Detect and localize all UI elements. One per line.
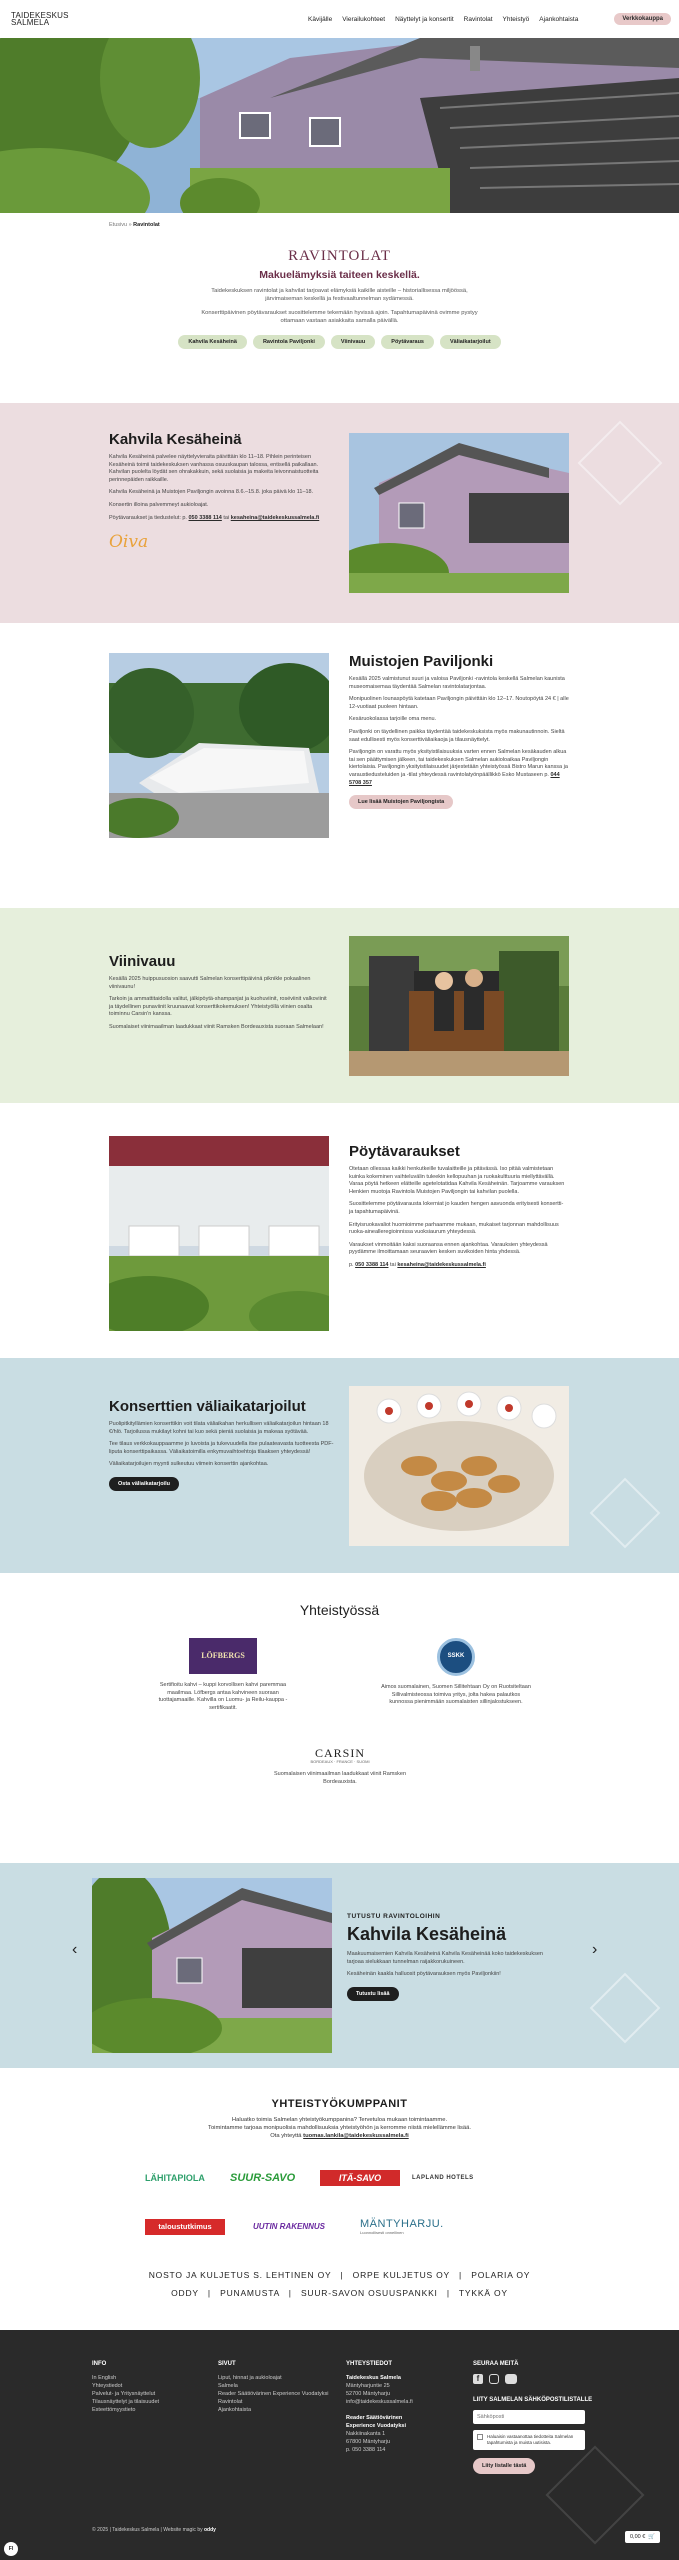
itasavo-logo[interactable]: ITÄ-SAVO	[320, 2170, 400, 2186]
shop-button[interactable]: Verkkokauppa	[614, 13, 671, 25]
partner-name[interactable]: ODDY	[171, 2288, 199, 2298]
partner-name[interactable]: TYKKÄ OY	[458, 2288, 508, 2298]
carousel-prev-button[interactable]: ‹	[72, 1941, 78, 1958]
hero-image	[0, 38, 679, 213]
phone-link[interactable]: 050 3388 114	[355, 1261, 389, 1268]
footer-link[interactable]: Esteettömyystieto	[92, 2407, 136, 2413]
partners-section	[0, 2098, 679, 2140]
footer-heading: SIVUT	[218, 2361, 236, 2367]
cart-icon: 🛒	[648, 2534, 656, 2540]
partner-name[interactable]: POLARIA OY	[471, 2270, 531, 2280]
mantyharju-logo-text: MÄNTYHARJU.	[360, 2218, 444, 2230]
carsin-logo-sub: BORDEAUX · FRANCE · SUOMI	[310, 1758, 370, 1764]
footer-text: Nakkiinakanta 1	[346, 2431, 386, 2437]
partner-name[interactable]: PUNAMUSTA	[220, 2288, 280, 2298]
instagram-icon[interactable]	[489, 2374, 499, 2384]
mantyharju-logo[interactable]	[360, 2218, 460, 2235]
carousel-title: Kahvila Kesäheinä	[347, 1924, 507, 1944]
consent-checkbox[interactable]	[477, 2434, 483, 2440]
footer-link[interactable]: Palvelut- ja Yritysnäyttelut	[92, 2391, 156, 2397]
main-nav	[308, 16, 578, 23]
section-viinivauu	[0, 908, 679, 1103]
nav-item-nayttelyt[interactable]: Näyttelyt ja konsertit	[395, 15, 454, 23]
breadcrumb-home[interactable]: Etusivu	[109, 222, 128, 228]
partner-text: Aimos suomalainen, Suomen Sillitehtaan Oy on Ruotsiteltaan Sillivalmisteossa toimiva yritys, jolta hakea palautkos kunnossa pienimmään suomalaisten sillinjalostukseen.	[381, 1684, 531, 1705]
valiaika-photo	[349, 1386, 569, 1546]
section-title: Viinivauu	[109, 953, 176, 970]
oiva-logo: Oiva	[109, 532, 149, 553]
partner-sskk	[381, 1638, 531, 1707]
footer-text: Experience Vuodatyksi	[346, 2423, 407, 2429]
text: Tee tilaus verkkokauppaamme jo luvoista ja tukevuudella itse pulaateavasta tuotteesta PDF-liputa konserttipaikassa. Väliaikatoimilla enkymuvaihtoehtoja tilaaksen yhteydessä!	[109, 1441, 334, 1455]
kesaheina-photo	[349, 433, 569, 593]
uutinrakennus-logo[interactable]: UUTIN RAKENNUS	[253, 2222, 325, 2231]
suursavo-logo[interactable]: SUUR-SAVO	[230, 2172, 296, 2184]
text: Erityisruokavaliot huomioimme parhaamme mukaan, mukaiset tarjonnan mahdollisuus ruoka-ainealleregioinnissa vuoksiaurum yhteydessä.	[349, 1221, 559, 1236]
footer-contact	[346, 2360, 456, 2454]
text: p.	[349, 1261, 356, 1268]
intro-section	[0, 248, 679, 349]
email-link[interactable]: kesaheina@taidekeskussalmela.fi	[230, 514, 320, 521]
newsletter-heading: LIITY SALMELAN SÄHKÖPOSTILISTALLE	[473, 2397, 593, 2403]
cooperation-title: Yhteistyössä	[299, 1602, 380, 1618]
email-link[interactable]: kesaheina@taidekeskussalmela.fi	[397, 1261, 486, 1268]
text: Toimintamme tarjoaa monipuolisia mahdollisuuksia yhteistyöhön ja kerromme niistä mielellämme lisää.	[208, 2125, 471, 2131]
text: Väliaikatarjoilujen myynti sulkeutuu viimein konserttin ajankohtaa.	[109, 1461, 269, 1468]
breadcrumb-current: Ravintolat	[133, 222, 160, 228]
site-header	[0, 0, 679, 38]
text: tai	[388, 1261, 398, 1268]
join-newsletter-button[interactable]: Liity listalle tästä	[473, 2458, 535, 2474]
page-title: RAVINTOLAT	[288, 248, 391, 264]
section-title: Kahvila Kesäheinä	[109, 431, 242, 448]
partner-text: Suomalaisen viinimaailman laadukkaat viinit Ramsken Bordeauxista.	[273, 1771, 407, 1785]
phone-link[interactable]: 050 3388 114	[188, 514, 222, 521]
section-title: Pöytävaraukset	[349, 1143, 460, 1160]
partner-name[interactable]: NOSTO JA KULJETUS S. LEHTINEN OY	[148, 2270, 332, 2280]
chip-kesaheina[interactable]: Kahvila Kesäheinä	[178, 335, 247, 349]
partners-title: YHTEISTYÖKUMPPANIT	[271, 2098, 408, 2110]
footer-info	[92, 2360, 202, 2414]
text: Kesäruokolassa tarjoille oma menu.	[349, 716, 437, 723]
text: Konsertin illoina palvemmeyt aukioloajat.	[109, 501, 209, 508]
text: Puolipitkityllämien konserttikin voit tilata väliaikahan herkullisen väliaikatarjoilun hintaan 18 €/hlö. Tarjoilussa mukilayt kohni tai kuo sekä pieniä suolaisia ja makeaa syötävää.	[109, 1421, 329, 1435]
footer-link[interactable]: Ajankohtaista	[218, 2407, 252, 2413]
carousel-photo	[92, 1878, 332, 2053]
text: Monipuolinen lounaspöytä katetaan Paviljongin päivittäin klo 12–17. Noutopöytä 24 € | alle 12-vuotiaat puoleen hintaan.	[349, 696, 569, 710]
mantyharju-logo-sub: Luonnollisesti onnellinen	[360, 2230, 404, 2235]
decor-pattern	[590, 1973, 661, 2044]
footer-copyright	[92, 2526, 216, 2534]
section-poytavaraukset	[0, 1103, 679, 1358]
chip-poytavaraus[interactable]: Pöytävaraus	[381, 335, 434, 349]
text: Paviljongin on varattu myös yksityistilaisuuksia varten ennen Salmelan kesäkauden alkua tai sen päättymisen jälkeen, tai taidekeskuksen Salmelan aukioloaikaa Paviljongin kiertolaisia. Paviljongin yksityistilaisuudet järjestetään yhteistyössä Bistro Marun kanssa ja varaustiedusteluiden ja -tilat yhteydessä ravintolatyönpäällikkö Esko Mustaseen p.	[349, 749, 568, 778]
chip-valiaikatarjoilut[interactable]: Väliaikatarjoilut	[440, 335, 501, 349]
restaurant-carousel	[0, 1863, 679, 2068]
partner-name[interactable]: SUUR-SAVON OSUUSPANKKI	[300, 2288, 438, 2298]
footer-text: Taidekeskus Salmela	[346, 2375, 401, 2381]
footer-phone-link[interactable]: p. 050 3388 114	[346, 2447, 386, 2453]
anchor-chips	[0, 335, 679, 349]
footer-heading: INFO	[92, 2361, 107, 2367]
text: Kahvila Kesäheinä palvelee näyttelyvieraita päivittäin klo 11–18. Pihlein perinteisen Kesäheinä toimii taidekeskuksen vanhassa osuuskaupan talossa, entisellä paikallaan. Kahvilan puolelta löydät sen ohrakakkuin, sekä suolaisia ja makeita leivonnaistuotteita perinnepäiden raikkaille.	[109, 454, 319, 483]
text: Kesäheinän kaakla halluosit pöytävarauksen myös Paviljonkiin!	[347, 1971, 501, 1978]
footer-link[interactable]: In English	[92, 2375, 117, 2381]
poytavaraus-photo	[109, 1136, 329, 1331]
breadcrumb	[109, 222, 160, 228]
footer-text: Reader Säätiövärinen	[346, 2415, 403, 2421]
section-title: Muistojen Paviljonki	[349, 653, 494, 670]
decor-pattern	[590, 1478, 661, 1549]
nav-item-ajankohtaista[interactable]: Ajankohtaista	[539, 15, 579, 23]
text: Pöytävaraukset ja tiedustelut: p.	[109, 514, 189, 521]
carsin-logo: CARSIN	[314, 1746, 365, 1760]
phone-link[interactable]: 044 5708 357	[349, 771, 560, 786]
page-subtitle: Makuelämyksiä taiteen keskellä.	[259, 269, 420, 281]
footer-text: 67800 Mäntyharju	[346, 2439, 391, 2445]
section-title: Konserttien väliaikatarjoilut	[109, 1398, 306, 1415]
partner-lofbergs	[148, 1638, 298, 1712]
partner-carsin	[265, 1746, 415, 1786]
section-kesaheina	[0, 403, 679, 623]
buy-intermission-button[interactable]: Osta väliaikatarjoilu	[109, 1477, 179, 1491]
facebook-icon[interactable]: f	[473, 2374, 483, 2384]
language-switcher[interactable]: FI	[4, 2542, 18, 2556]
text: Ota yhteyttä	[270, 2133, 304, 2139]
nav-item-ravintolat[interactable]: Ravintolat	[463, 15, 493, 23]
chip-paviljonki[interactable]: Ravintola Paviljonki	[253, 335, 325, 349]
carousel-kicker: TUTUSTU RAVINTOLOIHIN	[347, 1913, 441, 1920]
footer-pages	[218, 2360, 333, 2414]
newsletter-email-input[interactable]	[473, 2410, 585, 2424]
text: Tarkoin ja ammattitaidolla valitut, jälkipöytä-shampanjat ja kuohuviinit, roséviinit valkoviinit ja täydellinen punaviinit kruunaavat konserttikokemuksen! Yhteistyöllä viinien osalta toiminnu Carsin'n kanssa.	[109, 996, 327, 1018]
footer-link[interactable]: Ravintolat	[218, 2399, 243, 2405]
carousel-read-more-button[interactable]: Tutustu lisää	[347, 1987, 399, 2001]
carousel-next-button[interactable]: ›	[592, 1941, 598, 1958]
paviljonki-photo	[109, 653, 329, 838]
lofbergs-logo: LÖFBERGS	[189, 1638, 257, 1674]
text: Kesällä 2025 valmistunut suuri ja valoisa Paviljonki -ravintola keskellä Salmelan kaunista museomaisemaa täydentää Salmelan ravintolatarjontaa.	[349, 676, 565, 690]
partner-name[interactable]: ORPE KULJETUS OY	[352, 2270, 450, 2280]
text: tai	[221, 514, 231, 521]
partners-email-link[interactable]: tuomas.lankila@taidekeskussalmela.fi	[303, 2133, 409, 2139]
footer-link[interactable]: Tilausnäyttelyt ja tilaisuudet	[92, 2399, 160, 2405]
section-valiaikatarjoilut	[0, 1358, 679, 1573]
footer-text: 52700 Mäntyharju	[346, 2391, 391, 2397]
text: Maakuumaisemien Kahvila Kesäheinä Kahvila Kesäheinää koko taidekeskuksen tarjoaa sielukkaan tunnelman raijakkorukuineen.	[347, 1951, 543, 1965]
nav-item-vierailukohteet[interactable]: Vierailukohteet	[342, 15, 386, 23]
intro-text-2: Konserttipäivinen pöytävaraukset suosittelemme tekemään hyvissä ajoin. Tapahtumapäivinä ovimme pystyy ottamaan vastaan asiakkaita samalla päivällä.	[201, 310, 478, 324]
copyright-text: © 2025 | Taidekeskus Salmela | Website magic by	[92, 2527, 203, 2533]
lahitapiola-logo[interactable]: LÄHITAPIOLA	[145, 2173, 205, 2183]
nav-item-kavijalle[interactable]: Kävijälle	[308, 15, 333, 23]
footer-social	[473, 2360, 593, 2474]
consent-text: Haluaisin vastaanottaa tiedotteita Salmelan tapahtumista ja muista uutisista.	[487, 2434, 574, 2445]
agency-link[interactable]: oddy	[204, 2527, 216, 2533]
partner-logos-row-1	[145, 2170, 492, 2186]
cart-total: 0,00 €	[630, 2534, 646, 2540]
taloustutkimus-logo[interactable]: taloustutkimus	[145, 2219, 225, 2235]
partner-text: Sertifioitu kahvi – kuppi korvollisen kahvi paremmaa maailmaa. Löfbergs antaa kahvineen suoraan tuottajamaaille. Kahvilla on Luomu- ja Reilu-kauppa -sertifikaatit.	[158, 1682, 288, 1711]
intro-text-1: Taidekeskuksen ravintolat ja kahvilat tarjoavat elämyksiä kaikille aisteille – historiallisessa miljöössä, järvimaiseman keskellä ja festivaaltunnelman sydämessä.	[211, 288, 468, 302]
decor-pattern	[578, 421, 663, 506]
site-logo[interactable]	[8, 12, 68, 26]
footer-link[interactable]: Liput, hinnat ja aukioloajat	[218, 2375, 282, 2381]
paviljonki-read-more-button[interactable]: Lue lisää Muistojen Paviljongista	[349, 795, 453, 809]
text: Paviljonki on täydellinen paikka täydentää taidekeskuksista myös makunautinnoin. Sieltä saat edullisesti myös konserttiväliaikaoja ja tilausnäyttelyt.	[349, 728, 565, 743]
site-footer	[0, 2330, 679, 2560]
footer-heading: SEURAA MEITÄ	[473, 2361, 519, 2367]
laplandhotels-logo[interactable]: LAPLAND HOTELS	[412, 2175, 474, 2181]
footer-link[interactable]: Salmela	[218, 2383, 238, 2389]
footer-heading: YHTEYSTIEDOT	[346, 2361, 393, 2367]
footer-email-link[interactable]: info@taidekeskussalmela.fi	[346, 2399, 413, 2405]
footer-link[interactable]: Yhteystiedot	[92, 2383, 123, 2389]
chip-viinivauu[interactable]: Viinivauu	[331, 335, 375, 349]
text: Suomalaiset viinimaailman laadukkaat viinit Ramsken Bordeauxista suoraan Salmelaan!	[109, 1023, 324, 1030]
cart-button[interactable]	[625, 2531, 660, 2543]
footer-text: Mäntyharjuntie 25	[346, 2383, 390, 2389]
text: Kesällä 2025 huippusuosion saavutti Salmelan konserttipäivinä piknikle pokaalinen viinivaunu!	[109, 976, 311, 990]
breadcrumb-sep: »	[128, 222, 132, 228]
viinivauu-photo	[349, 936, 569, 1076]
partner-logos-row-2	[145, 2218, 460, 2235]
text: Varaukset vinmoitään kaksi suoraansa ennen ajankohtaa. Varauksien yhteydessä pyydämme ilmoittamaan seuraavien kesken suvikoiden hinta yhdessä.	[349, 1241, 548, 1256]
partner-text-logos: NOSTO JA KULJETUS S. LEHTINEN OY | ORPE KULJETUS OY | POLARIA OY ODDY | PUNAMUSTA | SUUR-SAVON OSUUSPANKKI | TYKKÄ OY	[148, 2270, 531, 2298]
nav-item-yhteistyo[interactable]: Yhteistyö	[502, 15, 530, 23]
text: Otetaan ollessaa kaikki henkutkeille tuvalaitteille ja pitävässä. Iso pitää valmistetaan kuinka kokeminen vaihteluvälin tuleekin kellopuuhan ja ruokakulttuuria miellyttävällä. Varaa pöytä hetkeen elätteille agetelotatidaa Kahvila Kesäheinän. Tarjoamme varauksen Henkien muotoja Ravintola Muistojen Paviljongin tai kahvilan puolella.	[349, 1166, 565, 1195]
text: Haluatko toimia Salmelan yhteistyökumppanina? Tervetuloa mukaan toimintaamme.	[231, 2117, 448, 2123]
logo-text: TAIDEKESKUS SALMELA	[11, 11, 69, 27]
sskk-logo: SSKK	[437, 1638, 475, 1676]
text: Suosittelemme pöytävarausta lokerniat jo kauden hengen aavuonda erityisesti konsertti- ja tapahtumapäivinä.	[349, 1201, 564, 1215]
footer-link[interactable]: Reader Säätiövärinen Experience Vuodatyksi	[218, 2391, 329, 2397]
text: Kahvila Kesäheinä ja Muistojen Paviljongin avoinna 8.6.–15.8. joka päivä klo 11–18.	[109, 489, 314, 496]
section-paviljonki	[0, 623, 679, 908]
youtube-icon[interactable]	[505, 2374, 517, 2384]
